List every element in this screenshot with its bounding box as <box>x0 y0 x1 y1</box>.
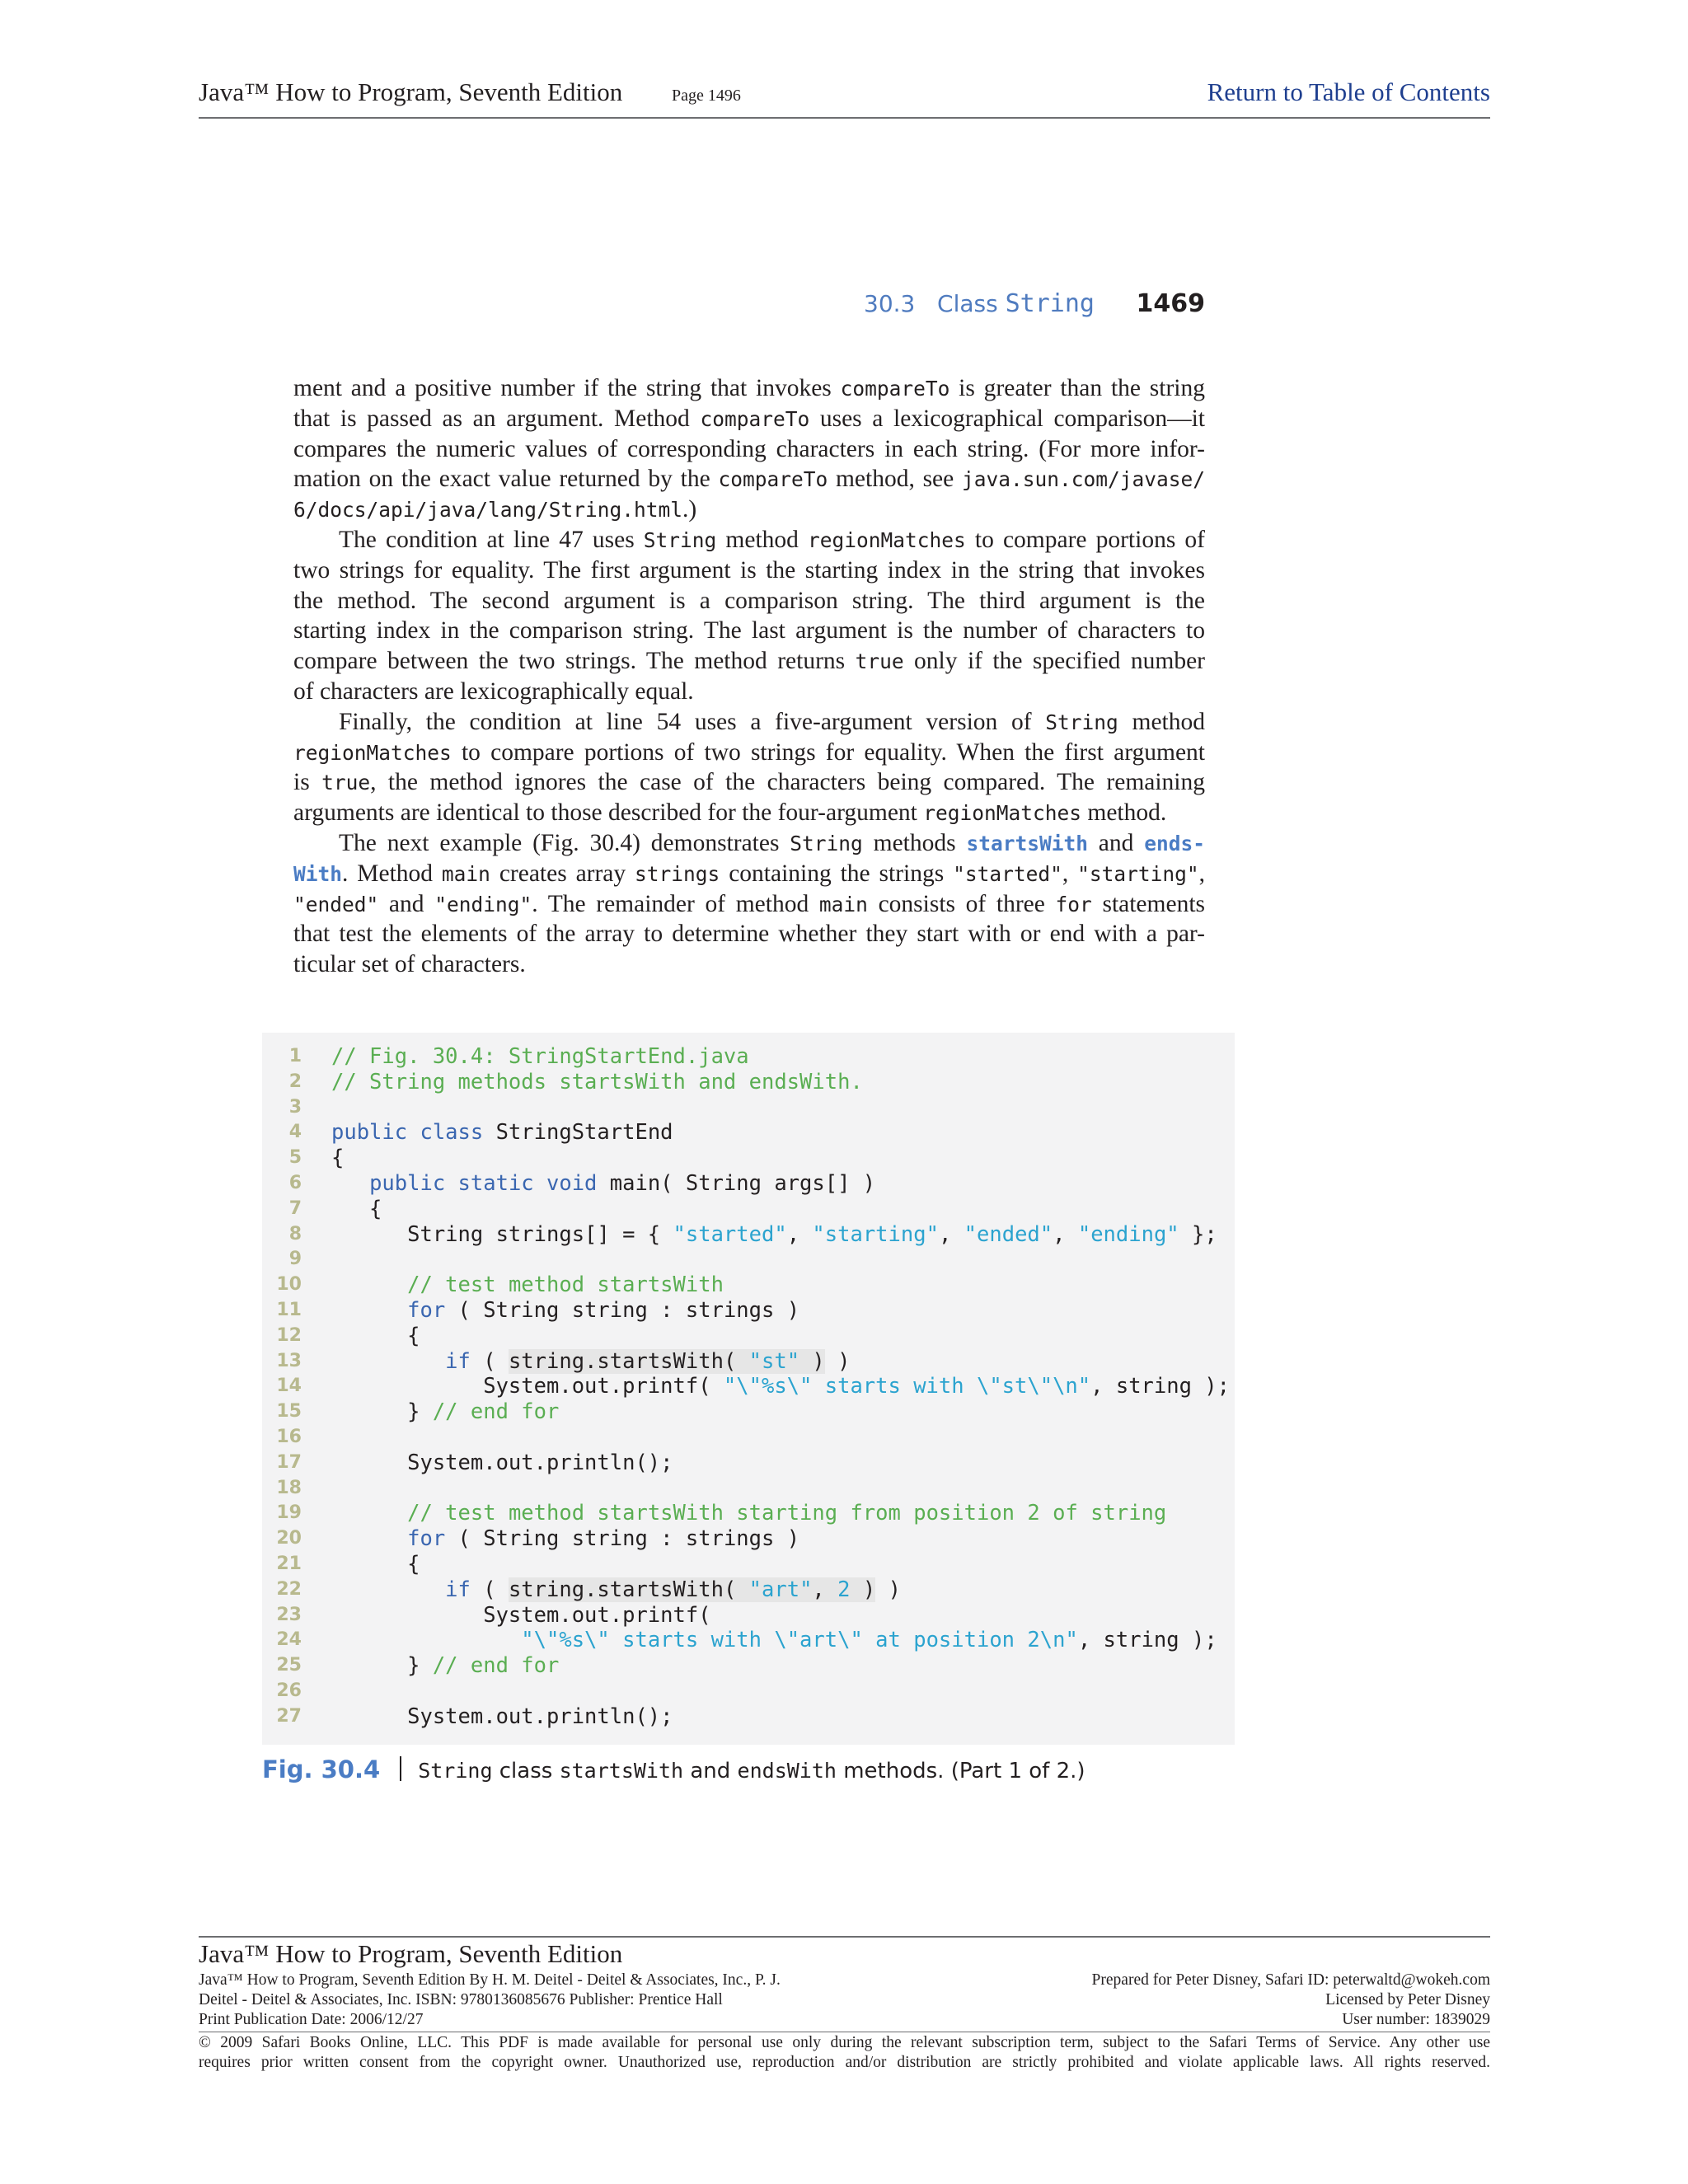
line-number: 26 <box>276 1680 302 1701</box>
text-run: ment and a positive number if the string that invokes <box>293 375 841 401</box>
code-token: ( String string : strings ) <box>445 1297 800 1323</box>
code-source <box>331 1272 724 1298</box>
line-number: 24 <box>276 1629 302 1651</box>
text-line <box>293 373 1205 404</box>
footer <box>199 1936 1490 2073</box>
line-number: 8 <box>288 1223 302 1244</box>
code-token: public static void <box>369 1170 598 1196</box>
text-line <box>293 434 1205 465</box>
text-run: method. <box>1081 799 1167 827</box>
inline-code: regionMatches <box>293 740 452 765</box>
code-line <box>262 1577 1235 1603</box>
inline-code: for <box>1055 892 1092 916</box>
text-line <box>293 767 1205 798</box>
code-line <box>262 1298 1235 1324</box>
code-token: StringStartEnd <box>483 1120 673 1146</box>
code-line <box>262 1552 1235 1577</box>
text-run: methods <box>862 829 967 856</box>
code-line <box>262 1679 1235 1704</box>
text-line <box>293 798 1205 828</box>
footer-right-line: User number: 1839029 <box>1342 2011 1490 2028</box>
inline-code: "starting" <box>1077 861 1199 886</box>
line-number: 4 <box>288 1122 302 1143</box>
footer-left-line: Deitel - Deitel & Associates, Inc. ISBN: 9780136085676 Publisher: Prentice Hall <box>199 1991 723 2008</box>
code-token: "\"%s\" starts with \"art\" at position 2\n" <box>521 1628 1078 1653</box>
inline-code: String <box>643 527 717 552</box>
footer-right-line: Licensed by Peter Disney <box>1325 1991 1490 2008</box>
inline-code: true <box>321 771 371 795</box>
legal-line: requires prior written consent from the copyright owner. Unauthorized use, reproduction and/or distribution are strictly prohibited and violate applicable laws. All rights reserved. <box>199 2054 1490 2071</box>
inline-code-bold: startsWith <box>966 831 1088 855</box>
code-token: // test method startsWith starting from position 2 of string <box>407 1501 1167 1526</box>
text-line <box>293 586 1205 616</box>
text-line <box>293 616 1205 646</box>
footer-left-line: Print Publication Date: 2006/12/27 <box>199 2011 424 2028</box>
section-code: String <box>1005 289 1095 318</box>
inline-code: compareTo <box>718 467 828 492</box>
code-line <box>262 1095 1235 1121</box>
code-token: , <box>812 1577 838 1602</box>
code-token: main( String args[] ) <box>597 1170 876 1196</box>
code-source <box>331 1501 1166 1526</box>
text-run: only if the specified number <box>903 648 1205 675</box>
text-line <box>293 828 1205 859</box>
line-number: 22 <box>276 1578 302 1600</box>
code-token: if <box>445 1348 471 1374</box>
inline-code: true <box>855 649 904 674</box>
code-token: ( String string : strings ) <box>445 1526 800 1552</box>
caption-code: endsWith <box>737 1759 837 1783</box>
line-number: 13 <box>276 1350 302 1371</box>
text-run: to compare portions of <box>965 526 1205 553</box>
caption-text <box>418 1759 1085 1783</box>
code-line <box>262 1628 1235 1653</box>
text-run: method <box>1118 708 1205 735</box>
caption-text-part: class <box>492 1759 560 1783</box>
section-number: 30.3 <box>864 290 916 317</box>
text-run: . The remainder of method <box>532 890 819 917</box>
line-number: 2 <box>288 1071 302 1092</box>
line-number: 5 <box>288 1147 302 1169</box>
line-number: 27 <box>276 1705 302 1727</box>
inline-code: "started" <box>953 861 1062 886</box>
text-line <box>293 525 1205 555</box>
code-token: , string ); <box>1090 1374 1231 1399</box>
inline-code: strings <box>635 861 720 886</box>
inline-code: compareTo <box>840 377 950 401</box>
text-line <box>293 738 1205 768</box>
code-token: // Fig. 30.4: StringStartEnd.java <box>331 1044 749 1069</box>
text-line <box>293 859 1205 889</box>
line-number: 14 <box>276 1376 302 1397</box>
code-source <box>331 1298 799 1324</box>
legal-line: © 2009 Safari Books Online, LLC. This PDF is made available for personal use only during the relevant subscription term, subject to the Safari Terms of Service. Any other use <box>199 2034 1490 2051</box>
code-source <box>331 1526 799 1552</box>
code-line <box>262 1526 1235 1552</box>
code-token: 2 <box>837 1577 851 1602</box>
top-header <box>199 76 1490 119</box>
text-run: compares the numeric values of corresponding characters in each string. (For more infor- <box>293 435 1205 462</box>
code-line <box>262 1120 1235 1146</box>
line-number: 9 <box>288 1249 302 1270</box>
inline-code: compareTo <box>700 406 810 431</box>
code-token: System.out.println(); <box>331 1704 673 1729</box>
line-number: 15 <box>276 1401 302 1422</box>
code-token: "\"%s\" starts with \"st\"\n" <box>723 1374 1091 1399</box>
text-run: mation on the exact value returned by the <box>293 466 719 493</box>
code-token: ) <box>824 1348 851 1374</box>
text-line <box>293 555 1205 586</box>
line-number: 19 <box>276 1502 302 1524</box>
inline-code: regionMatches <box>923 801 1081 826</box>
code-token: if <box>445 1577 471 1602</box>
code-token: { <box>331 1551 420 1577</box>
code-token <box>331 1501 407 1526</box>
text-run: The next example (Fig. 30.4) demonstrates <box>339 829 790 856</box>
code-token: ) <box>799 1348 825 1374</box>
text-run: and <box>378 890 435 917</box>
body-text <box>293 373 1205 980</box>
text-run: statements <box>1091 890 1205 917</box>
code-token: "ended" <box>964 1221 1053 1247</box>
figure-caption <box>262 1755 1085 1792</box>
code-token: for <box>407 1297 446 1323</box>
code-source <box>331 1628 1217 1653</box>
code-token: System.out.printf( <box>331 1602 711 1628</box>
inline-code-bold: With <box>293 861 343 886</box>
caption-code: String <box>418 1759 493 1783</box>
text-run: containing the strings <box>720 860 954 887</box>
inline-code: "ending" <box>434 892 532 916</box>
text-run: creates array <box>490 860 635 887</box>
code-line <box>262 1044 1235 1070</box>
code-lines <box>262 1044 1235 1730</box>
code-source <box>331 1324 420 1349</box>
line-number: 23 <box>276 1604 302 1625</box>
text-run: that test the elements of the array to determine whether they start with or end with a par- <box>293 921 1205 948</box>
code-source <box>331 1603 711 1629</box>
text-line <box>293 646 1205 677</box>
code-line <box>262 1704 1235 1730</box>
code-token: string.startsWith( <box>508 1348 749 1374</box>
code-source <box>331 1120 673 1146</box>
code-token <box>331 1526 407 1551</box>
text-run: and <box>1087 829 1145 856</box>
code-line <box>262 1070 1235 1095</box>
code-source <box>331 1451 673 1476</box>
code-token: { <box>331 1196 382 1221</box>
line-number: 6 <box>288 1172 302 1193</box>
code-token: , string ); <box>1077 1628 1217 1653</box>
line-number: 12 <box>276 1324 302 1346</box>
inline-code-bold: ends- <box>1144 831 1206 855</box>
running-head <box>824 288 1205 326</box>
code-token: } <box>331 1399 433 1425</box>
text-run: to compare portions of two strings for equality. When the first argument <box>451 738 1205 766</box>
footer-row <box>199 1990 1490 2010</box>
code-token: , <box>938 1221 964 1247</box>
text-line <box>293 707 1205 738</box>
code-line <box>262 1222 1235 1248</box>
text-run: arguments are identical to those described for the four-argument <box>293 799 924 827</box>
line-number: 11 <box>276 1299 302 1320</box>
paragraph-4 <box>293 828 1205 980</box>
text-run: is <box>293 769 322 796</box>
text-line <box>293 919 1205 949</box>
code-line <box>262 1425 1235 1451</box>
text-line <box>293 889 1205 920</box>
code-token: ( <box>470 1348 509 1374</box>
code-token: System.out.println(); <box>331 1450 673 1475</box>
text-run: the method. The second argument is a comparison string. The third argument is the <box>293 587 1205 614</box>
code-token: "started" <box>673 1221 787 1247</box>
code-token: // end for <box>432 1653 560 1679</box>
text-run: compare between the two strings. The method returns <box>293 648 856 675</box>
code-token: string.startsWith( <box>508 1577 749 1602</box>
code-token: "starting" <box>812 1221 939 1247</box>
inline-code: java.sun.com/javase/ <box>962 467 1206 492</box>
inline-code: main <box>818 892 868 916</box>
code-token: // String methods startsWith and endsWith. <box>331 1069 863 1094</box>
text-line <box>293 949 1205 980</box>
footer-title: Java™ How to Program, Seventh Edition <box>199 1939 623 1968</box>
line-number: 3 <box>288 1096 302 1118</box>
text-run: of characters are lexicographically equal. <box>293 677 694 705</box>
code-line <box>262 1653 1235 1679</box>
caption-text-part: methods. (Part 1 of 2.) <box>836 1759 1085 1783</box>
code-source <box>331 1349 851 1375</box>
inline-code: regionMatches <box>808 527 966 552</box>
code-line <box>262 1146 1235 1171</box>
inline-code: 6/docs/api/java/lang/String.html <box>293 498 683 523</box>
line-number: 16 <box>276 1426 302 1447</box>
text-run: , the method ignores the case of the characters being compared. The remaining <box>370 769 1206 796</box>
footer-row <box>199 2010 1490 2030</box>
code-token: "art" <box>748 1577 813 1602</box>
footer-right-line: Prepared for Peter Disney, Safari ID: peterwaltd@wokeh.com <box>1091 1971 1490 1989</box>
book-title: Java™ How to Program, Seventh Edition <box>199 77 623 106</box>
inline-code: main <box>441 861 490 886</box>
code-source <box>331 1577 901 1603</box>
code-token: , <box>786 1221 813 1247</box>
text-run: two strings for equality. The first argument is the starting index in the string that invokes <box>293 556 1205 583</box>
return-to-toc-link[interactable]: Return to Table of Contents <box>1207 77 1490 106</box>
line-number: 21 <box>276 1553 302 1574</box>
code-token: ) <box>875 1577 901 1602</box>
code-line <box>262 1171 1235 1197</box>
page-reference: Page 1496 <box>672 87 741 105</box>
footer-left-line: Java™ How to Program, Seventh Edition By H. M. Deitel - Deitel & Associates, Inc., P. J. <box>199 1971 781 1989</box>
text-run: Finally, the condition at line 54 uses a five-argument version of <box>339 708 1046 735</box>
line-number: 25 <box>276 1655 302 1676</box>
paragraph-3 <box>293 707 1205 828</box>
text-run: that is passed as an argument. Method <box>293 405 701 432</box>
text-line <box>293 404 1205 434</box>
line-number: 7 <box>288 1197 302 1219</box>
page-number: 1469 <box>1136 289 1205 318</box>
code-token: ( <box>470 1577 509 1602</box>
code-source <box>331 1070 863 1095</box>
code-token: "st" <box>748 1348 800 1374</box>
text-run: .) <box>682 496 697 523</box>
code-line <box>262 1476 1235 1502</box>
legal-notice <box>199 2032 1490 2073</box>
code-line <box>262 1272 1235 1298</box>
text-run: uses a lexicographical comparison—it <box>809 405 1205 432</box>
text-run: ticular set of characters. <box>293 951 526 978</box>
line-number: 17 <box>276 1451 302 1473</box>
section-heading <box>864 289 1095 318</box>
code-line <box>262 1247 1235 1272</box>
footer-row <box>199 1971 1490 1990</box>
code-token <box>331 1349 445 1374</box>
text-line <box>293 494 1205 525</box>
caption-separator <box>400 1756 401 1781</box>
text-run: . Method <box>342 860 442 887</box>
code-line <box>262 1451 1235 1476</box>
code-line <box>262 1349 1235 1375</box>
code-source <box>331 1704 673 1730</box>
text-line <box>293 464 1205 494</box>
code-token: System.out.printf( <box>331 1374 724 1399</box>
code-token <box>331 1577 445 1602</box>
code-source <box>331 1653 559 1679</box>
text-run: starting index in the comparison string. The last argument is the number of characters to <box>293 617 1205 644</box>
text-run: method, see <box>828 466 962 493</box>
text-run: , <box>1062 860 1078 887</box>
paragraph-2 <box>293 525 1205 707</box>
paragraph-1 <box>293 373 1205 525</box>
line-number: 1 <box>288 1046 302 1066</box>
inline-code: "ended" <box>293 892 379 916</box>
code-line <box>262 1197 1235 1222</box>
inline-code: String <box>1045 710 1118 734</box>
code-source <box>331 1552 420 1577</box>
code-source <box>331 1374 1230 1399</box>
line-number: 18 <box>276 1477 302 1498</box>
code-token: for <box>407 1526 446 1552</box>
code-token <box>331 1272 407 1297</box>
code-source <box>331 1171 875 1197</box>
code-token: }; <box>1179 1221 1217 1247</box>
code-token: , <box>1053 1221 1078 1247</box>
figure-label: Fig. 30.4 <box>262 1755 381 1783</box>
text-line <box>293 677 1205 707</box>
code-token <box>331 1628 521 1652</box>
code-line <box>262 1501 1235 1526</box>
inline-code: String <box>790 831 863 855</box>
code-token: { <box>331 1323 420 1348</box>
code-listing <box>262 1033 1235 1745</box>
text-run: method <box>716 526 809 553</box>
code-token <box>331 1298 407 1323</box>
code-line <box>262 1374 1235 1399</box>
line-number: 10 <box>276 1274 302 1296</box>
line-number: 20 <box>276 1528 302 1549</box>
code-token: ) <box>850 1577 876 1602</box>
caption-text-part: and <box>683 1759 738 1783</box>
code-line <box>262 1603 1235 1629</box>
code-source <box>331 1146 344 1171</box>
text-run: consists of three <box>867 890 1056 917</box>
text-run: The condition at line 47 uses <box>339 526 644 553</box>
code-source <box>331 1044 749 1070</box>
code-source <box>331 1197 382 1222</box>
code-token: // end for <box>432 1399 560 1425</box>
code-token: public class <box>331 1120 484 1146</box>
section-word: Class <box>937 290 998 317</box>
code-line <box>262 1324 1235 1349</box>
code-token: // test method startsWith <box>407 1272 724 1298</box>
text-run: , <box>1198 860 1205 887</box>
code-token: "ending" <box>1077 1221 1179 1247</box>
code-token: String strings[] = { <box>331 1221 673 1247</box>
text-run: is greater than the string <box>950 375 1205 401</box>
code-source <box>331 1222 1217 1248</box>
code-line <box>262 1399 1235 1425</box>
code-token <box>331 1171 369 1196</box>
caption-code: startsWith <box>559 1759 684 1783</box>
code-source <box>331 1399 559 1425</box>
code-token: } <box>331 1653 433 1679</box>
code-token: { <box>331 1146 345 1171</box>
